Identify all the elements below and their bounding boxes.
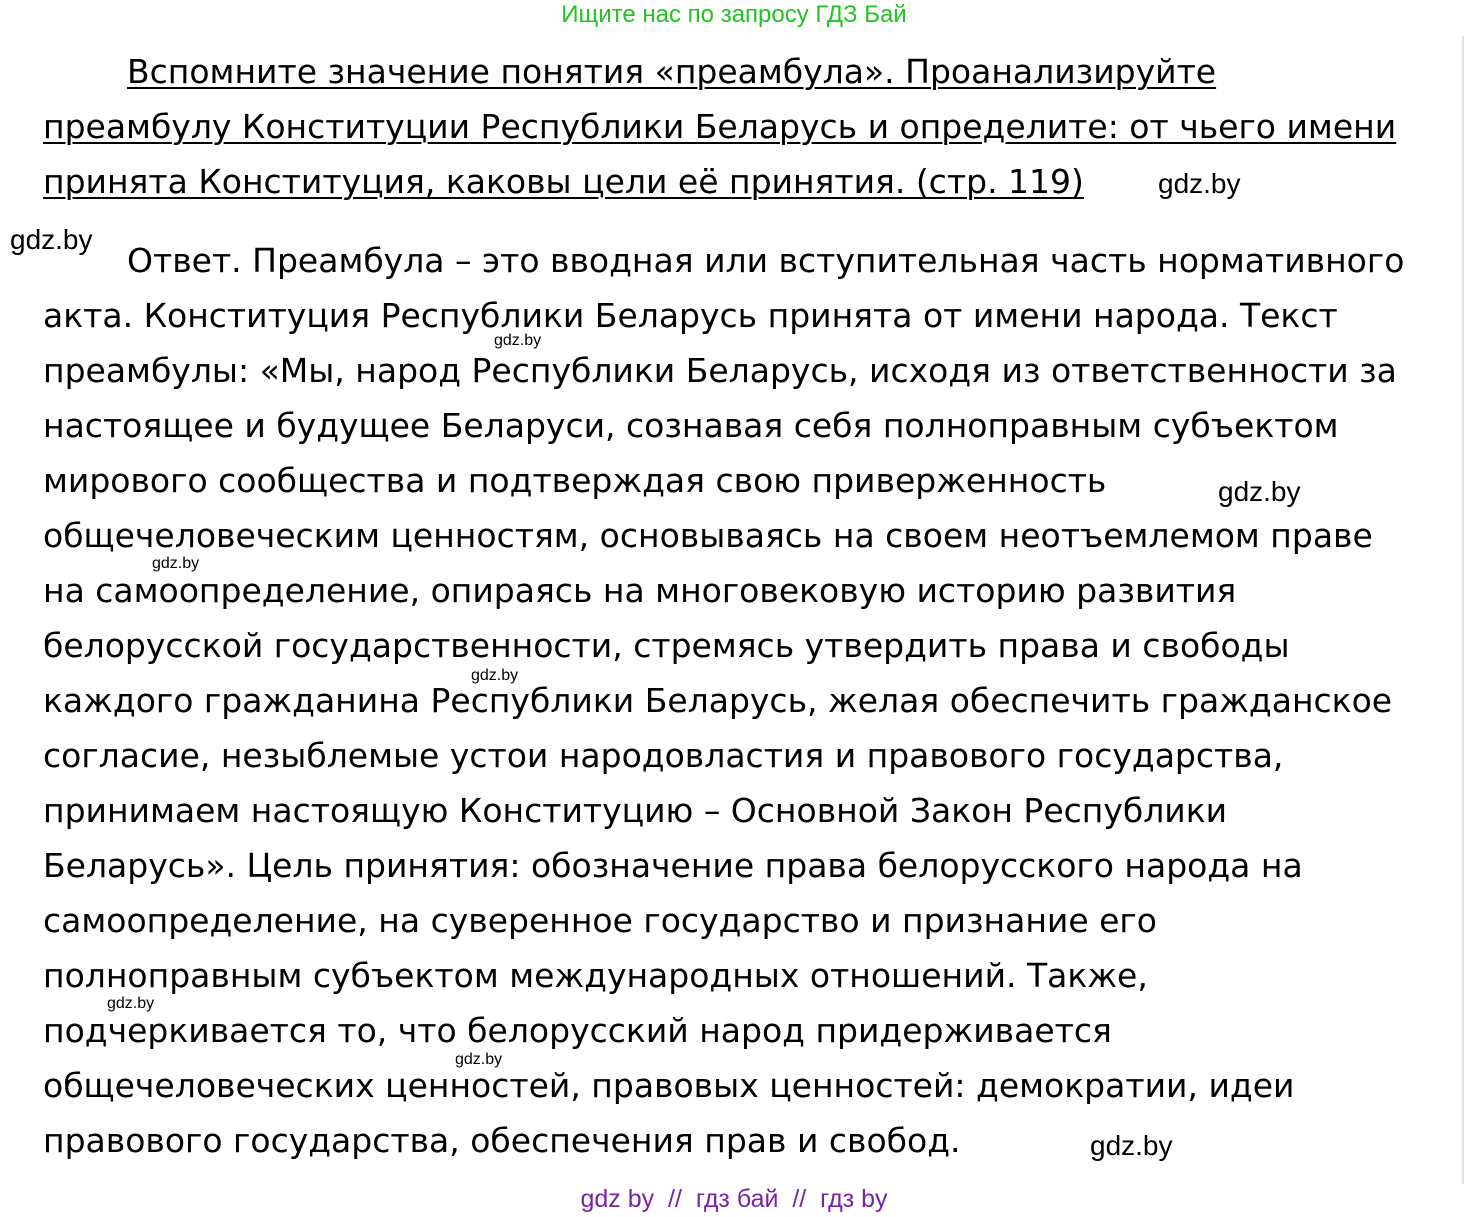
top-banner: Ищите нас по запросу ГДЗ Бай — [561, 1, 907, 28]
bottom-banner-link[interactable]: гдз by — [820, 1185, 888, 1213]
answer-line: принимаем настоящую Конституцию – Основной Закон Республики — [43, 791, 1228, 830]
page-edge-line — [1462, 36, 1464, 1184]
bottom-banner-separator: // — [654, 1185, 696, 1213]
answer-line: подчеркивается то, что белорусский народ придерживается — [43, 1011, 1112, 1050]
watermark: gdz.by — [455, 1051, 503, 1068]
answer-line: белорусской государственности, стремясь утвердить права и свободы — [43, 626, 1290, 665]
watermark: gdz.by — [107, 995, 155, 1012]
answer-line: преамбулы: «Мы, народ Республики Беларусь, исходя из ответственности за — [43, 351, 1397, 390]
bottom-banner-separator: // — [778, 1185, 821, 1213]
answer-line: полноправным субъектом международных отношений. Также, — [43, 956, 1148, 995]
question-line: принята Конституция, каковы цели её принятия. (стр. 119) — [43, 162, 1084, 201]
answer-line: Беларусь». Цель принятия: обозначение права белорусского народа на — [43, 846, 1303, 885]
answer-text — [43, 233, 1443, 1168]
question-line: Вспомните значение понятия «преамбула». Проанализируйте — [127, 52, 1217, 91]
watermark: gdz.by — [10, 224, 93, 255]
answer-line: на самоопределение, опираясь на многовековую историю развития — [43, 571, 1237, 610]
answer-line: общечеловеческим ценностям, основываясь на своем неотъемлемом праве — [43, 516, 1373, 555]
watermark: gdz.by — [1158, 168, 1241, 199]
answer-line: настоящее и будущее Беларуси, сознавая себя полноправным субъектом — [43, 406, 1339, 445]
watermark: gdz.by — [152, 555, 200, 572]
answer-line: акта. Конституция Республики Беларусь принята от имени народа. Текст — [43, 296, 1338, 335]
question-line: преамбулу Конституции Республики Беларусь и определите: от чьего имени — [43, 107, 1397, 146]
watermark: gdz.by — [1090, 1130, 1173, 1161]
answer-line: каждого гражданина Республики Беларусь, желая обеспечить гражданское — [43, 681, 1393, 720]
answer-line: правового государства, обеспечения прав и свобод. — [43, 1121, 961, 1160]
bottom-banner-link[interactable]: гдз бай — [695, 1185, 779, 1213]
bottom-banner-link[interactable]: gdz by — [580, 1185, 655, 1213]
answer-line: согласие, незыблемые устои народовластия и правового государства, — [43, 736, 1284, 775]
answer-line: общечеловеческих ценностей, правовых ценностей: демократии, идеи — [43, 1066, 1295, 1105]
watermark: gdz.by — [1218, 476, 1301, 507]
answer-line: Ответ. Преамбула – это вводная или вступительная часть нормативного — [127, 241, 1405, 280]
watermark: gdz.by — [494, 332, 542, 349]
bottom-banner — [0, 1183, 1468, 1215]
watermark: gdz.by — [471, 667, 519, 684]
answer-line: самоопределение, на суверенное государство и признание его — [43, 901, 1157, 940]
answer-line: мирового сообщества и подтверждая свою приверженность — [43, 461, 1107, 500]
